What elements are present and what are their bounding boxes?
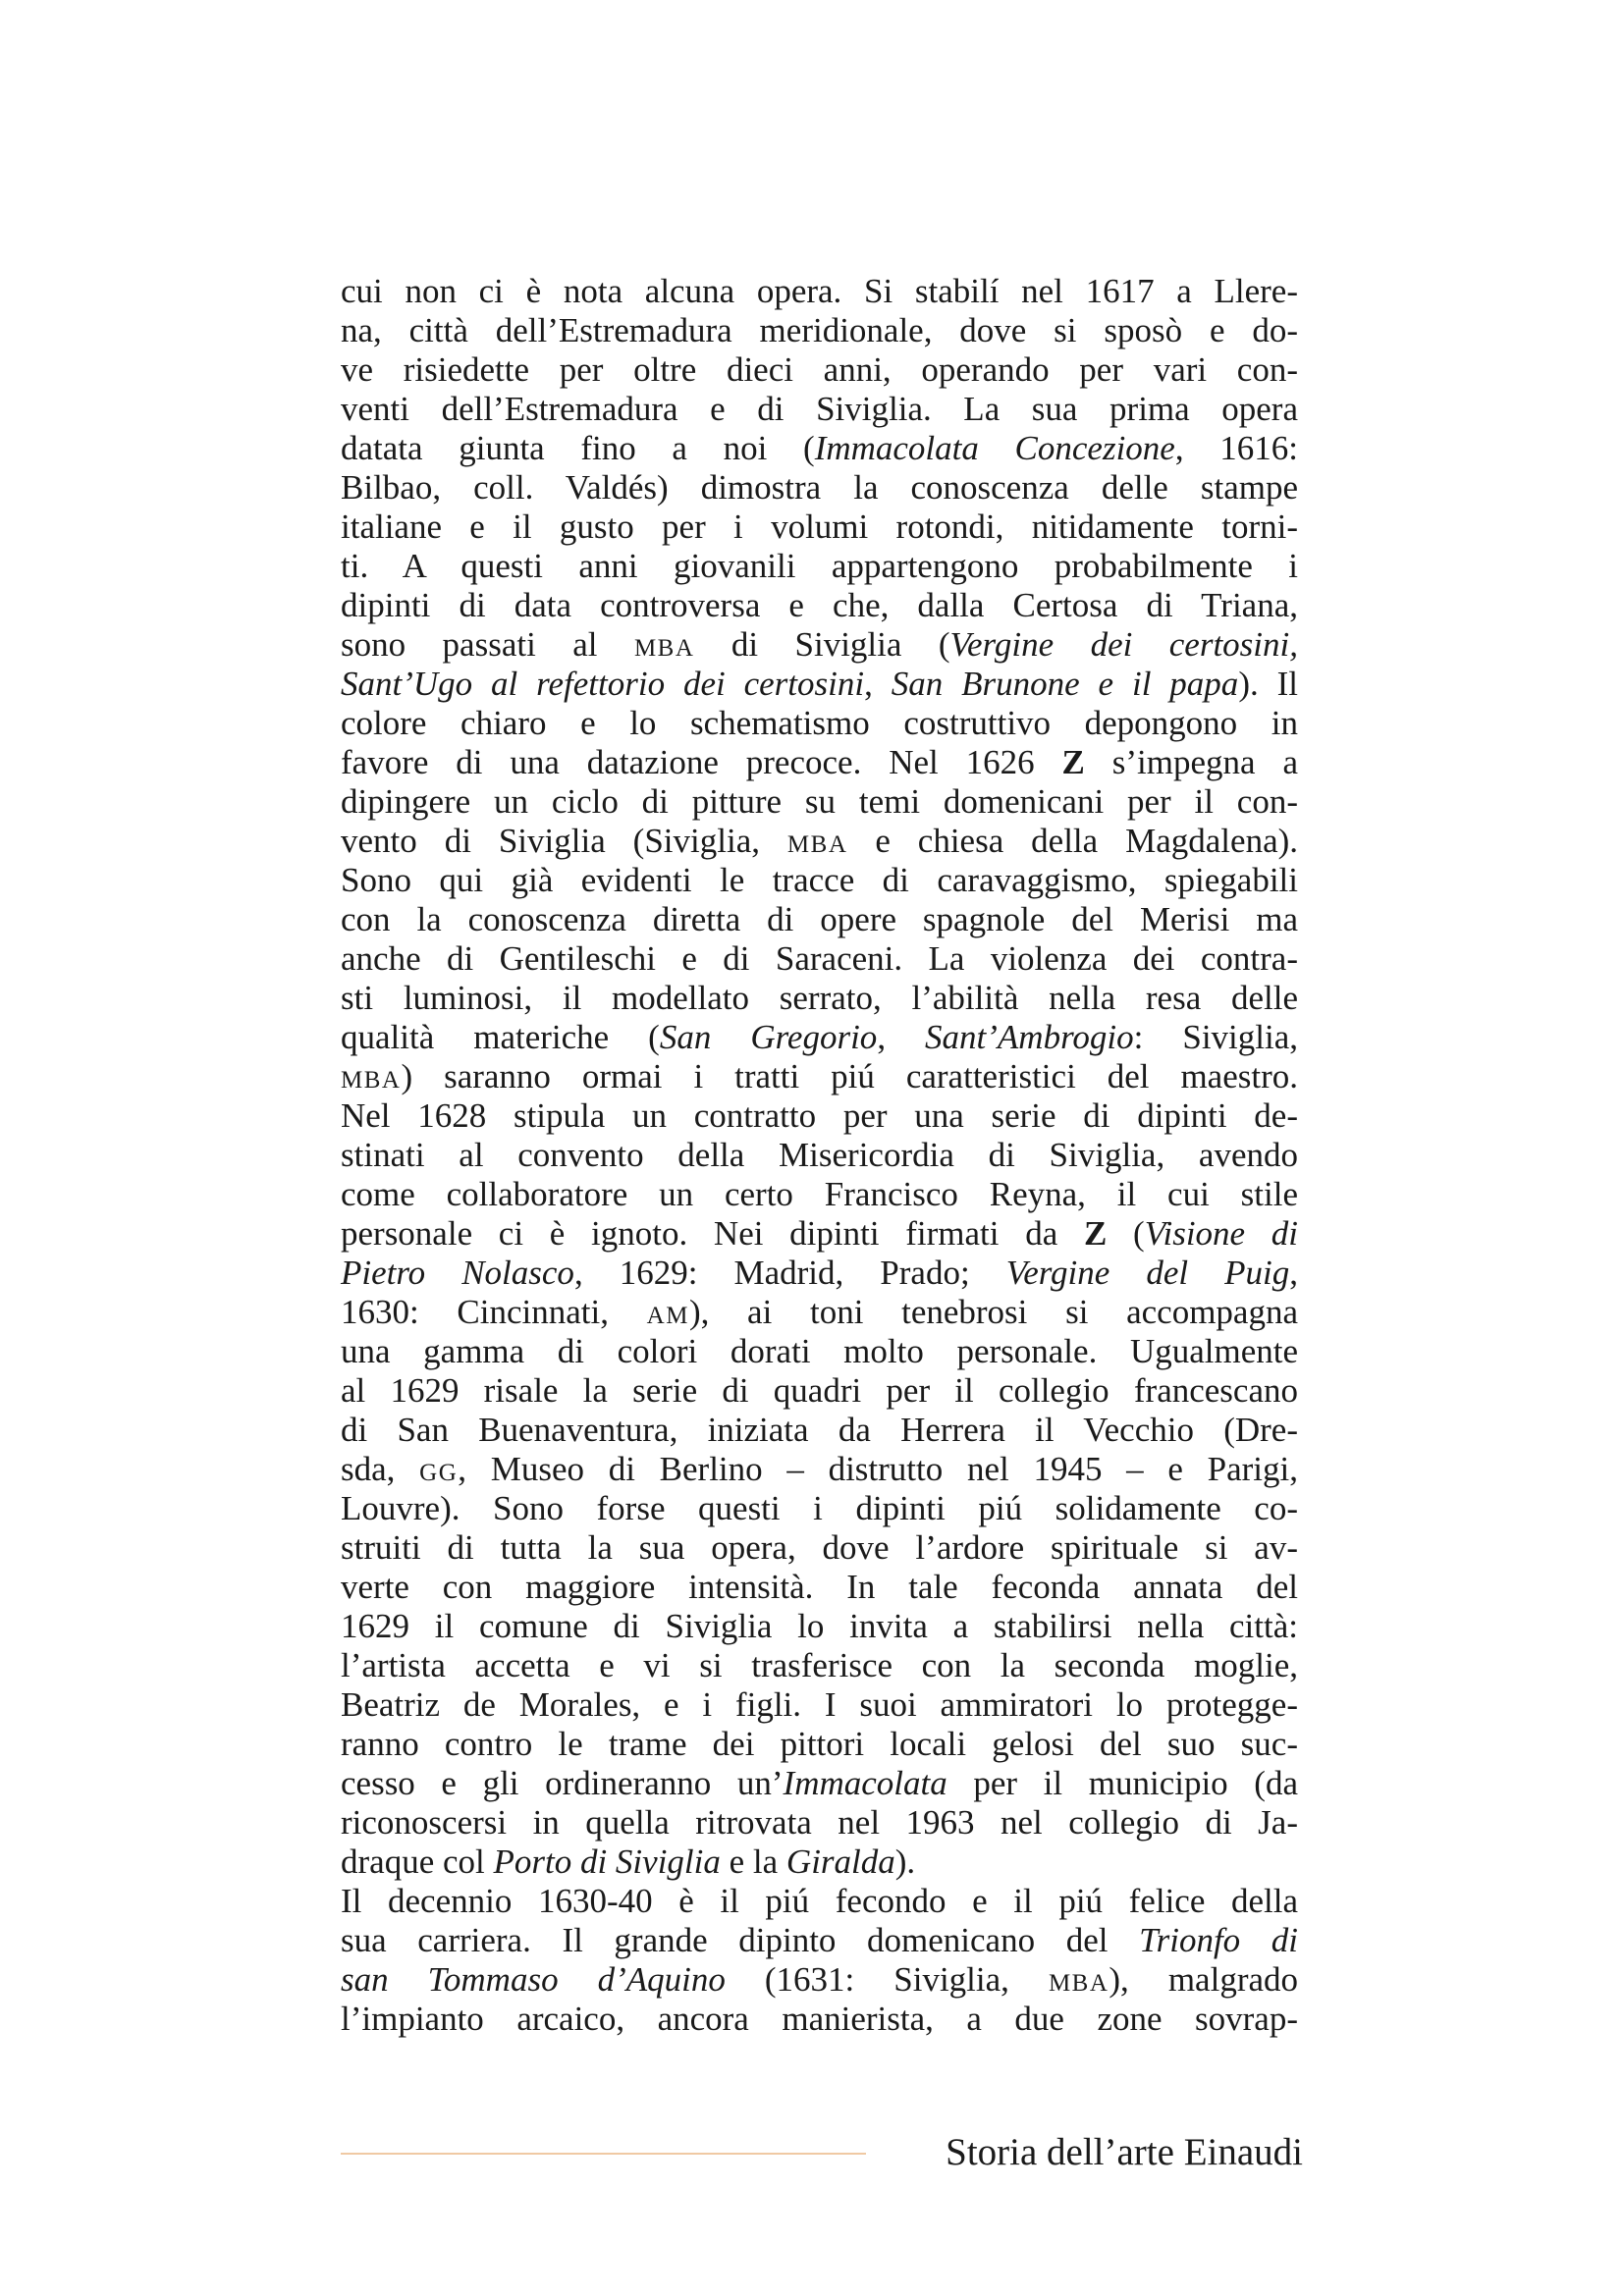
italic-title: Immacolata Concezione	[814, 429, 1175, 467]
text-run: ranno contro le trame dei pittori locali gelosi del suo suc-	[341, 1725, 1298, 1763]
italic-title: Sant’Ambrogio	[925, 1018, 1134, 1056]
text-run: datata giunta fino a noi (	[341, 429, 815, 467]
abbreviation: MBA	[633, 635, 695, 662]
text-line	[341, 861, 1298, 900]
italic-title: Pietro Nolasco	[341, 1254, 574, 1292]
text-line	[341, 1725, 1298, 1764]
italic-title: San Brunone e il papa	[891, 665, 1239, 703]
text-line	[341, 1018, 1298, 1057]
text-run: : Siviglia,	[1133, 1018, 1298, 1056]
text-run: sti luminosi, il modellato serrato, l’abilità nella resa delle	[341, 979, 1298, 1017]
footer-rule	[341, 2153, 866, 2155]
text-run: l’artista accetta e vi si trasferisce con la seconda moglie,	[341, 1646, 1298, 1684]
text-line	[341, 1136, 1298, 1175]
italic-title: Trionfo di	[1139, 1921, 1298, 1959]
text-run: na, città dell’Estremadura meridionale, dove si sposò e do-	[341, 311, 1298, 349]
text-run: Beatriz de Morales, e i figli. I suoi ammiratori lo protegge-	[341, 1685, 1298, 1724]
text-run: verte con maggiore intensità. In tale feconda annata del	[341, 1568, 1298, 1606]
text-run: stinati al convento della Misericordia di Siviglia, avendo	[341, 1136, 1298, 1174]
text-line	[341, 1411, 1298, 1450]
text-run: e chiesa della Magdalena).	[847, 822, 1299, 860]
italic-title: Porto di Siviglia	[493, 1842, 721, 1881]
text-run: venti dell’Estremadura e di Siviglia. La sua prima opera	[341, 390, 1298, 428]
text-run: una gamma di colori dorati molto personale. Ugualmente	[341, 1332, 1298, 1370]
text-line	[341, 1489, 1298, 1528]
text-run: , Museo di Berlino – distrutto nel 1945 – e Parigi,	[458, 1450, 1299, 1488]
text-run: e la	[720, 1842, 786, 1881]
text-run: di San Buenaventura, iniziata da Herrera il Vecchio (Dre-	[341, 1411, 1298, 1449]
text-line	[341, 507, 1298, 547]
text-run: dipingere un ciclo di pitture su temi domenicani per il con-	[341, 782, 1298, 821]
text-line	[341, 429, 1298, 468]
text-run: italiane e il gusto per i volumi rotondi, nitidamente torni-	[341, 507, 1298, 546]
text-run: ve risiedette per oltre dieci anni, operando per vari con-	[341, 350, 1298, 389]
text-run: di Siviglia (	[694, 625, 950, 664]
text-run: come collaboratore un certo Francisco Reyna, il cui stile	[341, 1175, 1298, 1213]
text-run: draque col	[341, 1842, 494, 1881]
text-run: 1630: Cincinnati,	[341, 1293, 647, 1331]
text-line	[341, 1450, 1298, 1489]
text-run: dipinti di data controversa e che, dalla Certosa di Triana,	[341, 586, 1298, 624]
text-line	[341, 1921, 1298, 1960]
text-run: anche di Gentileschi e di Saraceni. La violenza dei contra-	[341, 939, 1298, 978]
text-line	[341, 939, 1298, 979]
text-line	[341, 1371, 1298, 1411]
text-run: Sono qui già evidenti le tracce di caravaggismo, spiegabili	[341, 861, 1298, 899]
text-run: cesso e gli ordineranno un’	[341, 1764, 784, 1802]
text-line	[341, 1803, 1298, 1842]
text-run: ,	[1289, 1254, 1298, 1292]
abbreviation: MBA	[786, 831, 848, 858]
text-line	[341, 586, 1298, 625]
footer-title: Storia dell’arte Einaudi	[946, 2131, 1303, 2173]
text-line	[341, 1607, 1298, 1646]
abbreviation: AM	[646, 1303, 689, 1329]
text-run: , 1629: Madrid, Prado;	[573, 1254, 1006, 1292]
text-line	[341, 704, 1298, 743]
text-line	[341, 665, 1298, 704]
text-line	[341, 1764, 1298, 1803]
text-run: s’impegna a	[1084, 743, 1298, 781]
text-run: ) saranno ormai i tratti piú caratteristici del maestro.	[401, 1057, 1298, 1095]
text-line	[341, 1175, 1298, 1214]
text-run: cui non ci è nota alcuna opera. Si stabilí nel 1617 a Llere-	[341, 272, 1298, 310]
text-run: (	[1107, 1214, 1145, 1253]
text-line	[341, 1882, 1298, 1921]
text-line	[341, 2000, 1298, 2039]
italic-title: Giralda	[785, 1842, 895, 1881]
italic-title: Visione di	[1144, 1214, 1299, 1253]
body-text	[341, 272, 1298, 2039]
text-line	[341, 1096, 1298, 1136]
text-line	[341, 1254, 1298, 1293]
italic-title: Sant’Ugo al refettorio dei certosini	[341, 665, 865, 703]
text-line	[341, 390, 1298, 429]
text-run: ). Il	[1238, 665, 1298, 703]
text-line	[341, 547, 1298, 586]
text-line	[341, 782, 1298, 822]
text-line	[341, 1293, 1298, 1332]
text-run: 1629 il comune di Siviglia lo invita a stabilirsi nella città:	[341, 1607, 1298, 1645]
italic-title: san Tommaso d’Aquino	[341, 1960, 726, 1999]
text-run: struiti di tutta la sua opera, dove l’ardore spirituale si av-	[341, 1528, 1298, 1567]
abbreviation: GG	[419, 1460, 459, 1486]
text-line	[341, 900, 1298, 939]
text-line	[341, 1568, 1298, 1607]
text-run: (1631: Siviglia,	[725, 1960, 1049, 1999]
text-run: ,	[877, 1018, 926, 1056]
bold-initial: Z	[1061, 743, 1085, 781]
text-run: ,	[864, 665, 892, 703]
text-line	[341, 272, 1298, 311]
text-line	[341, 1842, 1298, 1882]
italic-title: Vergine dei certosini,	[949, 625, 1298, 664]
text-line	[341, 1214, 1298, 1254]
abbreviation: MBA	[341, 1067, 402, 1094]
text-run: al 1629 risale la serie di quadri per il collegio francescano	[341, 1371, 1298, 1410]
text-line	[341, 625, 1298, 665]
italic-title: Immacolata	[783, 1764, 947, 1802]
text-line	[341, 1332, 1298, 1371]
text-run: qualità materiche (	[341, 1018, 660, 1056]
text-run: favore di una datazione precoce. Nel 1626	[341, 743, 1062, 781]
text-run: personale ci è ignoto. Nei dipinti firmati da	[341, 1214, 1084, 1253]
text-run: ).	[894, 1842, 916, 1881]
text-run: Louvre). Sono forse questi i dipinti piú solidamente co-	[341, 1489, 1298, 1527]
text-run: Il decennio 1630-40 è il piú fecondo e il piú felice della	[341, 1882, 1298, 1920]
text-line	[341, 979, 1298, 1018]
text-line	[341, 1960, 1298, 2000]
text-run: vento di Siviglia (Siviglia,	[341, 822, 787, 860]
text-line	[341, 1685, 1298, 1725]
text-line	[341, 1646, 1298, 1685]
text-line	[341, 468, 1298, 507]
text-run: sua carriera. Il grande dipinto domenicano del	[341, 1921, 1140, 1959]
text-run: sda,	[341, 1450, 420, 1488]
text-run: con la conoscenza diretta di opere spagnole del Merisi ma	[341, 900, 1298, 938]
text-line	[341, 1057, 1298, 1096]
text-line	[341, 743, 1298, 782]
text-line	[341, 311, 1298, 350]
text-run: , 1616:	[1174, 429, 1298, 467]
text-line	[341, 350, 1298, 390]
text-run: ), ai toni tenebrosi si accompagna	[688, 1293, 1298, 1331]
text-run: colore chiaro e lo schematismo costruttivo depongono in	[341, 704, 1298, 742]
italic-title: Vergine del Puig	[1005, 1254, 1290, 1292]
text-run: ), malgrado	[1109, 1960, 1299, 1999]
text-line	[341, 822, 1298, 861]
text-run: Nel 1628 stipula un contratto per una serie di dipinti de-	[341, 1096, 1298, 1135]
text-run: per il municipio (da	[947, 1764, 1298, 1802]
text-run: sono passati al	[341, 625, 634, 664]
text-run: Bilbao, coll. Valdés) dimostra la conoscenza delle stampe	[341, 468, 1298, 507]
text-run: ti. A questi anni giovanili appartengono probabilmente i	[341, 547, 1298, 585]
bold-initial: Z	[1083, 1214, 1108, 1253]
text-run: riconoscersi in quella ritrovata nel 1963 nel collegio di Ja-	[341, 1803, 1298, 1842]
text-run: l’impianto arcaico, ancora manierista, a due zone sovrap-	[341, 2000, 1298, 2038]
italic-title: San Gregorio	[659, 1018, 878, 1056]
abbreviation: MBA	[1048, 1970, 1109, 1997]
text-line	[341, 1528, 1298, 1568]
